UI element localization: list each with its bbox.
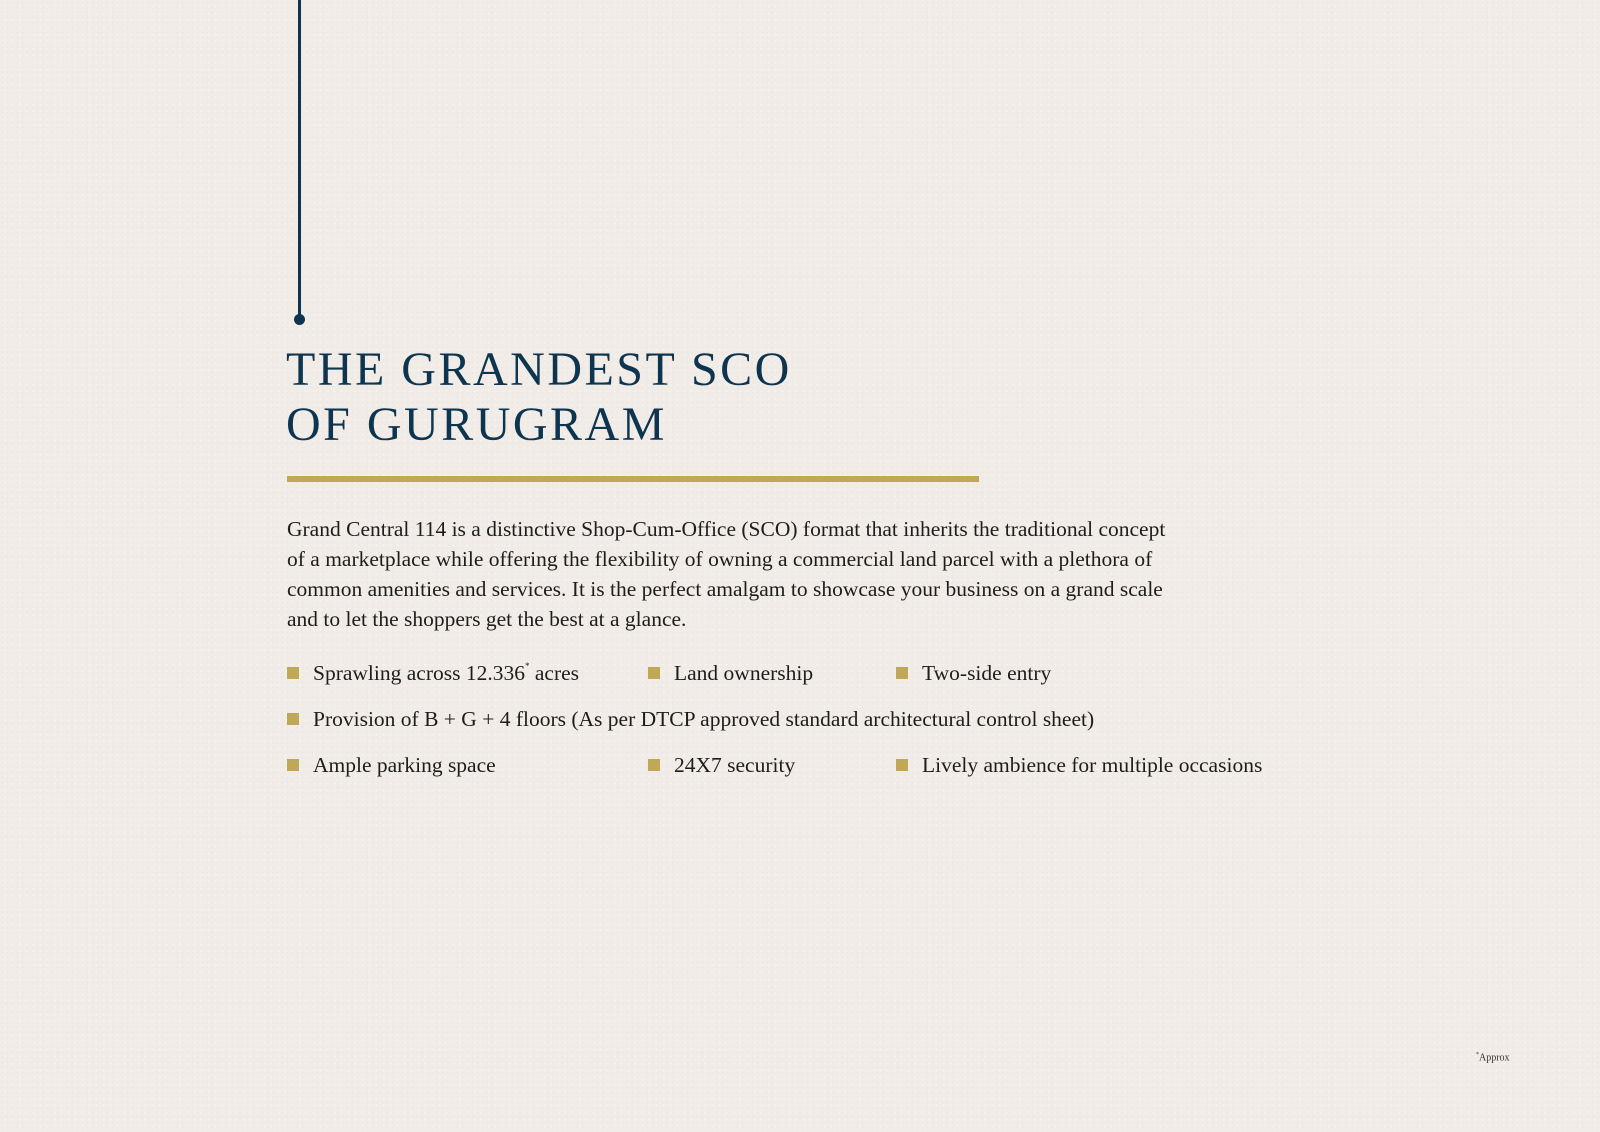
square-bullet-icon — [287, 759, 299, 771]
vertical-accent-line — [298, 0, 301, 316]
feature-acreage: Sprawling across 12.336 — [313, 661, 525, 685]
square-bullet-icon — [648, 759, 660, 771]
approx-mark: * — [525, 661, 530, 671]
square-bullet-icon — [648, 667, 660, 679]
page-title-line-1: THE GRANDEST SCO — [286, 343, 792, 396]
page-title — [286, 342, 792, 452]
feature-label: Ample parking space — [313, 753, 496, 777]
feature-row-3 — [287, 750, 1327, 780]
footnote-mark: * — [1476, 1052, 1479, 1058]
feature-label: Provision of B + G + 4 floors (As per DTCP approved standard architectural control sheet) — [313, 707, 1095, 731]
feature-label: Lively ambience for multiple occasions — [922, 753, 1263, 777]
feature-label: Two-side entry — [922, 661, 1052, 685]
square-bullet-icon — [287, 667, 299, 679]
square-bullet-icon — [896, 667, 908, 679]
footnote — [1476, 1052, 1510, 1063]
footnote-text: Approx — [1479, 1052, 1510, 1064]
feature-label — [313, 658, 579, 688]
title-underline — [287, 476, 979, 482]
feature-row-2 — [287, 704, 1327, 734]
accent-line-dot — [294, 314, 305, 325]
square-bullet-icon — [287, 713, 299, 725]
feature-row-1 — [287, 658, 1327, 688]
feature-label: 24X7 security — [674, 753, 796, 777]
square-bullet-icon — [896, 759, 908, 771]
page-title-line-2: OF GURUGRAM — [286, 398, 667, 451]
feature-acreage-unit: acres — [529, 661, 580, 685]
feature-label: Land ownership — [674, 661, 814, 685]
intro-paragraph: Grand Central 114 is a distinctive Shop-Cum-Office (SCO) format that inherits the traditional concept of a marketplace while offering the flexibility of owning a commercial land parcel with a plethora of common amenities and services. It is the perfect amalgam to showcase your business on a grand scale and to let the shoppers get the best at a glance. — [287, 517, 1166, 631]
